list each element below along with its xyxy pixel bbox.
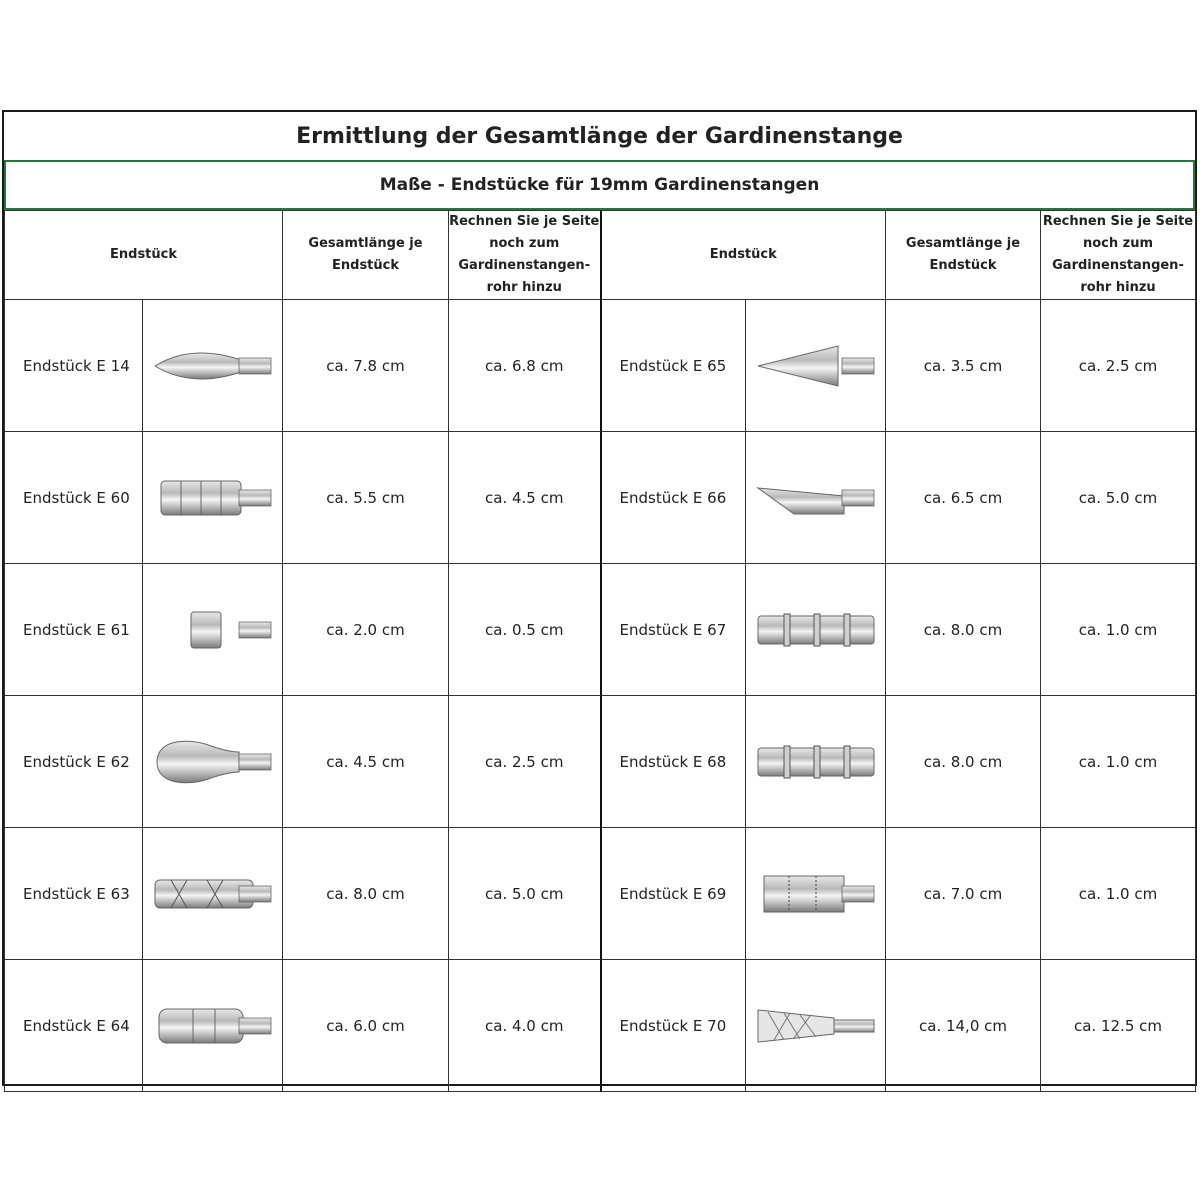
add-per-side-value: ca. 2.5 cm [1041,300,1196,432]
cone-finial-icon [754,336,878,396]
product-name: Endstück E 68 [601,696,746,828]
total-length-value: ca. 4.5 cm [283,696,449,828]
table-row [5,960,1196,1092]
square-crystal-finial-icon [754,864,878,924]
page-subtitle: Maße - Endstücke für 19mm Gardinenstangen [4,160,1195,210]
total-length-value: ca. 14,0 cm [886,960,1041,1092]
size-table-sheet [2,110,1197,1086]
total-length-value: ca. 5.5 cm [283,432,449,564]
product-name: Endstück E 63 [5,828,143,960]
header-endstueck-right: Endstück [601,211,886,300]
table-header-row [5,211,1196,300]
page-title: Ermittlung der Gesamtlänge der Gardinenstange [4,112,1195,161]
product-name: Endstück E 62 [5,696,143,828]
product-image [746,564,886,696]
lattice-cone-finial-icon [754,996,878,1056]
product-name: Endstück E 67 [601,564,746,696]
add-per-side-value: ca. 1.0 cm [1041,828,1196,960]
header-rechnen-right: Rechnen Sie je Seite noch zum Gardinenstangen-rohr hinzu [1041,211,1196,300]
grooved-cylinder-finial-icon [151,996,275,1056]
table-row [5,432,1196,564]
add-per-side-value: ca. 5.0 cm [449,828,601,960]
product-image [143,300,283,432]
add-per-side-value: ca. 2.5 cm [449,696,601,828]
bell-finial-icon [151,732,275,792]
ribbed-cylinder-finial-icon [151,468,275,528]
crystal-cylinder-finial-icon [754,600,878,660]
add-per-side-value: ca. 5.0 cm [1041,432,1196,564]
add-per-side-value: ca. 6.8 cm [449,300,601,432]
header-endstueck-left: Endstück [5,211,283,300]
add-per-side-value: ca. 12.5 cm [1041,960,1196,1092]
product-image [746,432,886,564]
product-name: Endstück E 14 [5,300,143,432]
product-image [746,696,886,828]
total-length-value: ca. 6.5 cm [886,432,1041,564]
spear-finial-icon [151,336,275,396]
add-per-side-value: ca. 1.0 cm [1041,696,1196,828]
total-length-value: ca. 8.0 cm [886,696,1041,828]
product-image [746,300,886,432]
total-length-value: ca. 8.0 cm [283,828,449,960]
product-name: Endstück E 69 [601,828,746,960]
product-image [746,960,886,1092]
product-name: Endstück E 64 [5,960,143,1092]
header-rechnen-left: Rechnen Sie je Seite noch zum Gardinenstangen-rohr hinzu [449,211,601,300]
product-image [143,564,283,696]
crystal-cylinder-finial-icon [754,732,878,792]
total-length-value: ca. 2.0 cm [283,564,449,696]
header-gesamt-left: Gesamtlänge je Endstück [283,211,449,300]
slanted-finial-icon [754,468,878,528]
product-name: Endstück E 60 [5,432,143,564]
total-length-value: ca. 8.0 cm [886,564,1041,696]
table-row [5,696,1196,828]
add-per-side-value: ca. 4.5 cm [449,432,601,564]
cap-finial-icon [151,600,275,660]
add-per-side-value: ca. 4.0 cm [449,960,601,1092]
product-image [143,432,283,564]
total-length-value: ca. 7.0 cm [886,828,1041,960]
table-row [5,564,1196,696]
header-gesamt-right: Gesamtlänge je Endstück [886,211,1041,300]
add-per-side-value: ca. 1.0 cm [1041,564,1196,696]
product-name: Endstück E 61 [5,564,143,696]
product-image [143,960,283,1092]
add-per-side-value: ca. 0.5 cm [449,564,601,696]
table-row [5,828,1196,960]
table-row [5,300,1196,432]
product-name: Endstück E 70 [601,960,746,1092]
total-length-value: ca. 6.0 cm [283,960,449,1092]
product-name: Endstück E 65 [601,300,746,432]
product-name: Endstück E 66 [601,432,746,564]
product-image [143,696,283,828]
total-length-value: ca. 7.8 cm [283,300,449,432]
product-image [143,828,283,960]
engraved-cylinder-finial-icon [151,864,275,924]
total-length-value: ca. 3.5 cm [886,300,1041,432]
finial-size-table [4,210,1196,1092]
product-image [746,828,886,960]
